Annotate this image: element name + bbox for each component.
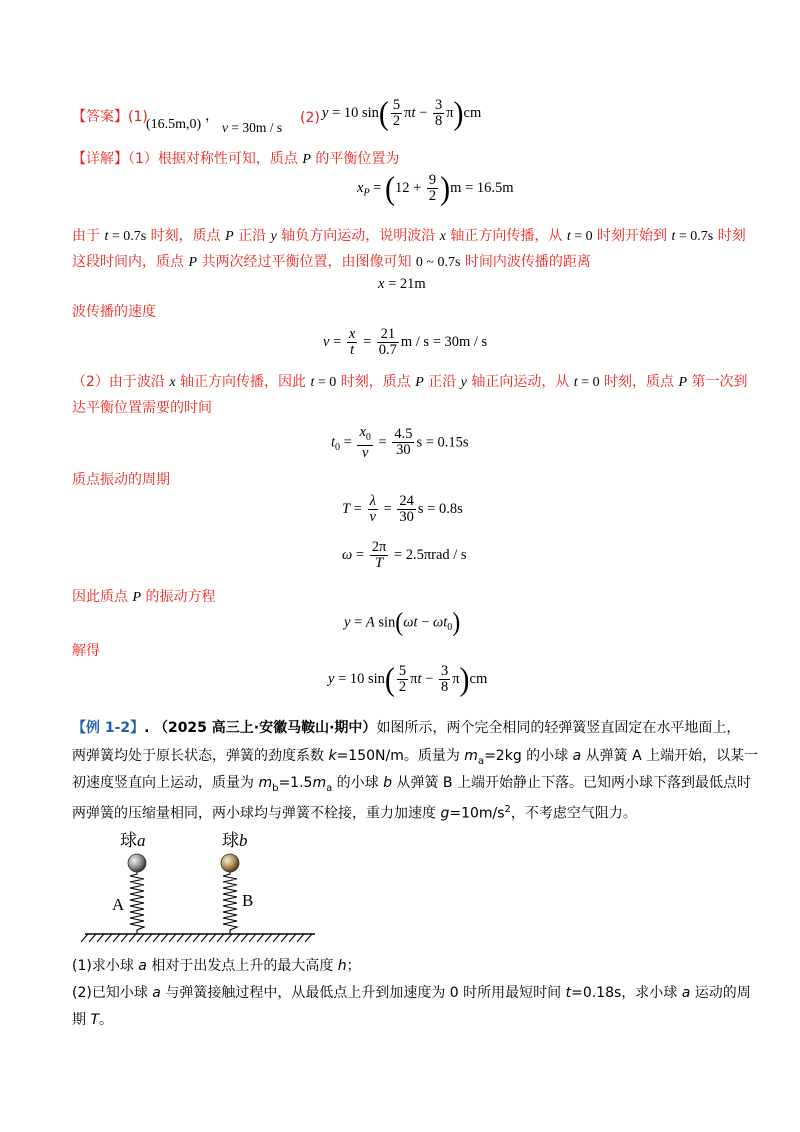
detail-line-4: 波传播的速度 bbox=[72, 304, 156, 320]
ball-b bbox=[221, 854, 239, 872]
hatch-mark bbox=[241, 934, 248, 942]
example-dot: . bbox=[144, 720, 150, 736]
detail-tag: 【详解】 bbox=[72, 151, 128, 167]
equation-omega: ω = $\frac{2\pi}{T}$ = 2.5πrad / s bbox=[342, 539, 467, 571]
equation-period: T = $\frac{\lambda}{v}$ = $\frac{24}{30}$ s = 0.8s bbox=[342, 493, 463, 525]
hatch-mark bbox=[153, 934, 160, 942]
example-line-3: 初速度竖直向上运动，质量为 $m_b=1.5m_a$ 的小球 b 从弹簧 B 上端开始静止下落。已知两小球下落到最低点时 bbox=[72, 775, 751, 794]
hatch-mark bbox=[233, 934, 240, 942]
detail-line-7: 质点振动的周期 bbox=[72, 472, 170, 488]
hatch-mark bbox=[113, 934, 120, 942]
spring-b bbox=[223, 872, 237, 934]
hatch-mark bbox=[217, 934, 224, 942]
question-1: (1)求小球 a 相对于出发点上升的最大高度 h； bbox=[72, 958, 361, 974]
answer-line bbox=[72, 107, 148, 127]
hatch-mark bbox=[145, 934, 152, 942]
hatch-mark bbox=[289, 934, 296, 942]
hatch-mark bbox=[185, 934, 192, 942]
detail-line-1: 【详解】（1）根据对称性可知，质点 P 的平衡位置为 bbox=[72, 151, 400, 167]
hatch-mark bbox=[201, 934, 208, 942]
detail-line-6: 达平衡位置需要的时间 bbox=[72, 400, 212, 416]
hatch-mark bbox=[97, 934, 104, 942]
answer-velocity: v = 30m / s bbox=[222, 120, 283, 135]
detail-line-3: 这段时间内，质点 P 共两次经过平衡位置，由图像可知 0 ~ 0.7s 时间内波传播的距离 bbox=[72, 254, 591, 270]
hatch-mark bbox=[105, 934, 112, 942]
spring-b-label: B bbox=[242, 891, 254, 910]
hatch-mark bbox=[81, 934, 88, 942]
equation-distance: x = 21m bbox=[378, 276, 426, 292]
spring-figure bbox=[80, 826, 330, 946]
ground-hatching bbox=[81, 934, 312, 942]
hatch-mark bbox=[257, 934, 264, 942]
hatch-mark bbox=[305, 934, 312, 942]
detail-line-8: 因此质点 P 的振动方程 bbox=[72, 589, 216, 605]
question-2b: 期 T。 bbox=[72, 1012, 114, 1028]
hatch-mark bbox=[281, 934, 288, 942]
hatch-mark bbox=[129, 934, 136, 942]
answer-part2-label: (2) bbox=[300, 110, 320, 126]
spring-a-label: A bbox=[112, 895, 125, 914]
hatch-mark bbox=[249, 934, 256, 942]
ball-b-label: 球b bbox=[222, 831, 248, 850]
hatch-mark bbox=[177, 934, 184, 942]
example-source: （2025 高三上·安徽马鞍山·期中） bbox=[153, 720, 377, 736]
example-line-1 bbox=[72, 718, 740, 738]
hatch-mark bbox=[297, 934, 304, 942]
answer-part1-label: (1) bbox=[128, 109, 148, 125]
hatch-mark bbox=[121, 934, 128, 942]
hatch-mark bbox=[209, 934, 216, 942]
spring-a bbox=[130, 872, 144, 934]
example-line-4: 两弹簧的压缩量相同，两小球均与弹簧不栓接，重力加速度 $g=10m/s^2$，不考虑空气阻力。 bbox=[72, 804, 637, 822]
answer-equation: y = 10 sin( $\frac{5}{2}$ πt − $\frac{3}{8}$ π)cm bbox=[322, 94, 482, 132]
hatch-mark bbox=[265, 934, 272, 942]
answer-point: (16.5m,0) bbox=[146, 117, 202, 132]
example-tag: 【例 1-2】 bbox=[72, 720, 145, 736]
hatch-mark bbox=[273, 934, 280, 942]
equation-solution: y = 10 sin( $\frac{5}{2}$ πt − $\frac{3}{8}$ π)cm bbox=[328, 660, 488, 698]
equation-t0: $t_0$ = $\frac{x_0}{v}$ = $\frac{4.5}{30}$ s = 0.15s bbox=[331, 424, 469, 461]
ball-a bbox=[128, 854, 146, 872]
detail-line-2: 由于 t = 0.7s 时刻，质点 P 正沿 y 轴负方向运动，说明波沿 x 轴正方向传播，从 t = 0 时刻开始到 t = 0.7s 时刻 bbox=[72, 228, 746, 244]
question-2a: (2)已知小球 a 与弹簧接触过程中，从最低点上升到加速度为 0 时所用最短时间 t=0.18s，求小球 a 运动的周 bbox=[72, 985, 751, 1001]
equation-vibration: y = A $\sin(\omega t - \omega t_0)$ bbox=[344, 608, 461, 638]
detail-line-9: 解得 bbox=[72, 643, 100, 659]
hatch-mark bbox=[161, 934, 168, 942]
equation-velocity: v = $\frac{x}{t}$ = $\frac{21}{0.7}$ m / s = 30m / s bbox=[323, 326, 488, 358]
hatch-mark bbox=[89, 934, 96, 942]
hatch-mark bbox=[193, 934, 200, 942]
hatch-mark bbox=[225, 934, 232, 942]
answer-tag: 【答案】 bbox=[72, 109, 128, 125]
answer-sep: ， bbox=[205, 108, 219, 124]
example-text-1: 如图所示，两个完全相同的轻弹簧竖直固定在水平地面上， bbox=[376, 720, 741, 736]
ball-a-label: 球a bbox=[120, 831, 146, 850]
detail-line-5: （2）由于波沿 x 轴正方向传播，因此 t = 0 时刻，质点 P 正沿 y 轴正向运动，从 t = 0 时刻，质点 P 第一次到 bbox=[72, 374, 748, 390]
hatch-mark bbox=[169, 934, 176, 942]
equation-xp: $x_P = (12$ + $\frac{9}{2}$ )m = 16.5m bbox=[357, 169, 514, 207]
example-line-2: 两弹簧均处于原长状态，弹簧的劲度系数 k=150N/m。质量为 $m_a=2kg$ 的小球 a 从弹簧 A 上端开始，以某一 bbox=[72, 748, 759, 767]
hatch-mark bbox=[137, 934, 144, 942]
